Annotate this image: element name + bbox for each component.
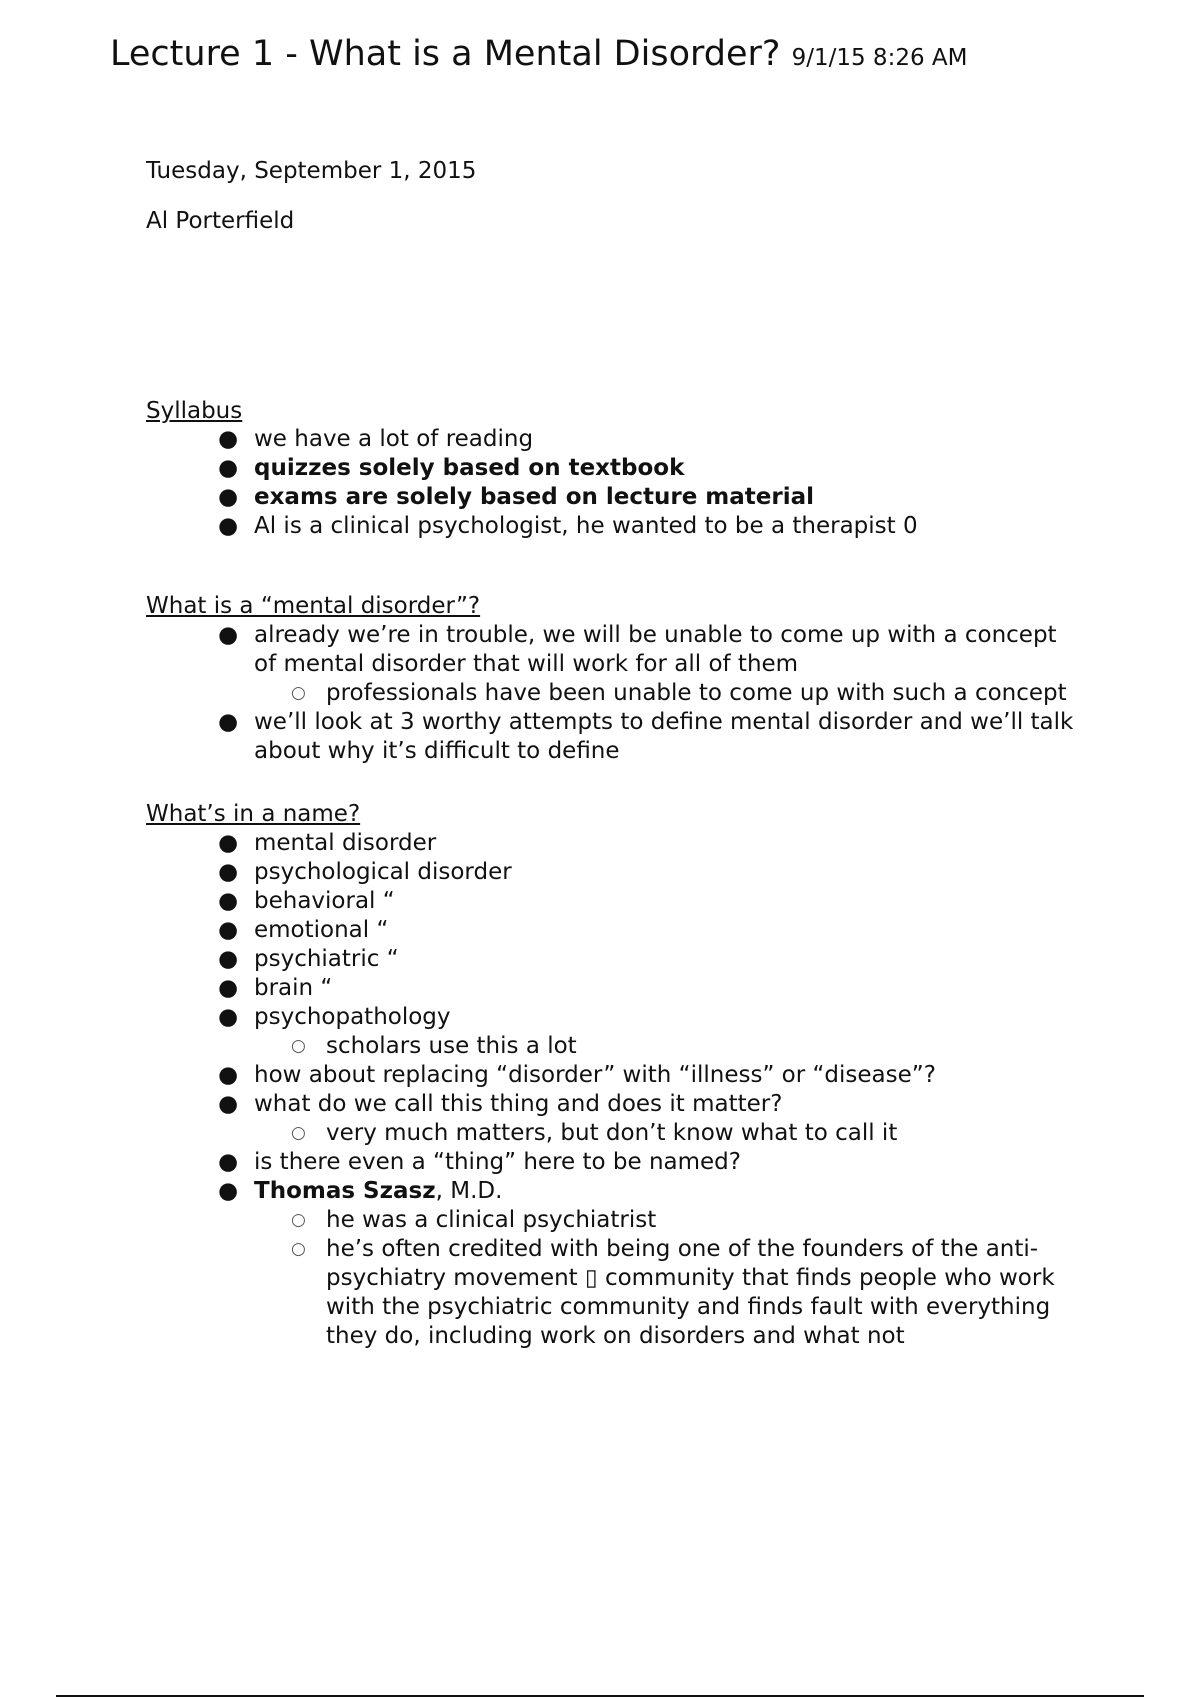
list-item: ○ he’s often credited with being one of the founders of the anti-psychiatry movement ▯ community that finds people who work with the psychiatric community and finds fault with everything they do, including work on disorders and what not [291,1236,1055,1349]
bullet-icon: ● [218,513,239,539]
list-item: ● behavioral “ [218,888,395,914]
lecture-date: Tuesday, September 1, 2015 [146,158,477,184]
bullet-icon: ● [218,426,239,452]
list-item: ○ professionals have been unable to come up with such a concept [291,680,1067,706]
bullet-icon: ● [218,830,239,856]
bullet-icon: ● [218,975,239,1001]
list-item: ● Thomas Szasz, M.D. [218,1178,503,1204]
szasz-name: Thomas Szasz [254,1178,436,1204]
bullet-icon: ● [218,622,239,648]
circle-bullet-icon: ○ [291,1036,306,1056]
list-item: ● mental disorder [218,830,437,856]
list-item: ● we have a lot of reading [218,426,534,452]
list-item: ● brain “ [218,975,333,1001]
what-is-heading: What is a “mental disorder”? [146,593,481,619]
list-item: ● psychological disorder [218,859,512,885]
page-title: Lecture 1 - What is a Mental Disorder? [110,34,781,74]
bullet-icon: ● [218,1062,239,1088]
list-item: ● is there even a “thing” here to be named? [218,1149,741,1175]
bottom-divider [56,1695,1144,1697]
list-item: ● psychopathology [218,1004,451,1030]
list-item: ● what do we call this thing and does it matter? [218,1091,783,1117]
bullet-icon: ● [218,484,239,510]
syllabus-heading: Syllabus [146,398,243,424]
list-item: ● emotional “ [218,917,389,943]
list-item: ○ very much matters, but don’t know what to call it [291,1120,898,1146]
bullet-icon: ● [218,1004,239,1030]
bullet-icon: ● [218,709,239,735]
list-item: ● exams are solely based on lecture material [218,484,815,510]
list-item: ○ he was a clinical psychiatrist [291,1207,657,1233]
name-heading: What’s in a name? [146,801,361,827]
circle-bullet-icon: ○ [291,1123,306,1143]
list-item: ● quizzes solely based on textbook [218,455,685,481]
page-header [110,34,967,74]
circle-bullet-icon: ○ [291,1239,306,1259]
name-list [0,829,1106,1351]
bullet-icon: ● [218,1091,239,1117]
list-item: ● we’ll look at 3 worthy attempts to define mental disorder and we’ll talk about why it’s difficult to define [218,709,1074,764]
what-is-list [0,621,1106,766]
list-item: ● psychiatric “ [218,946,399,972]
list-item: ● already we’re in trouble, we will be unable to come up with a concept of mental disorder that will work for all of them [218,622,1057,677]
bullet-icon: ● [218,859,239,885]
bullet-icon: ● [218,1149,239,1175]
timestamp: 9/1/15 8:26 AM [791,45,968,71]
bullet-icon: ● [218,455,239,481]
bullet-icon: ● [218,888,239,914]
bullet-icon: ● [218,917,239,943]
circle-bullet-icon: ○ [291,1210,306,1230]
lecture-author: Al Porterfield [146,208,295,234]
circle-bullet-icon: ○ [291,683,306,703]
bullet-icon: ● [218,946,239,972]
list-item: ○ scholars use this a lot [291,1033,577,1059]
bullet-icon: ● [218,1178,239,1204]
list-item: ● Al is a clinical psychologist, he wanted to be a therapist 0 [218,513,918,539]
list-item: ● how about replacing “disorder” with “illness” or “disease”? [218,1062,936,1088]
syllabus-list [0,425,918,541]
